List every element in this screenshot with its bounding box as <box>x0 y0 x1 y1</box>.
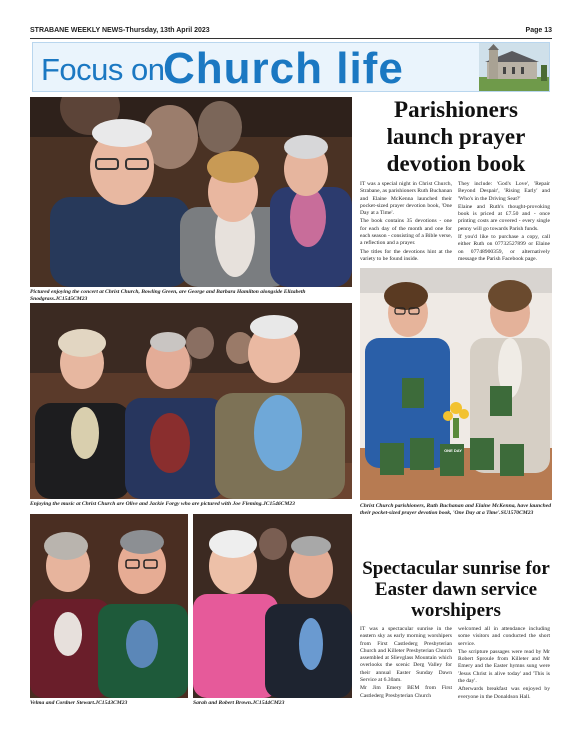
article1-headline: Parishioners launch prayer devotion book <box>386 97 526 176</box>
photo1-caption: Pictured enjoying the concert at Christ Church, Bowling Green, are George and Barbara Hamilton alongside Elizabeth Snodgrass.JC1545CM23 <box>30 289 306 302</box>
paragraph: Mr Jim Emery BEM from First Castlederg Presbyterian Church <box>360 685 452 699</box>
photo-hamiltons-snodgrass <box>30 97 352 287</box>
paragraph: The scripture passages were read by Mr Robert Sproule from Killeter and Mr Emery and the Easter hymns sung were 'Jesus Christ is alive today' and 'This is the day'. <box>458 648 550 685</box>
page-number: Page 13 <box>525 27 552 34</box>
paragraph: welcomed all in attendance including some visitors and conducted the short service. <box>458 626 550 647</box>
photo4-caption: Sarah and Robert Brown.JC1544CM23 <box>193 700 285 706</box>
paragraph: They include: 'God's Love', 'Repair Beyond Despair', 'Rising Early' and 'Who's in the Driving Seat?' <box>458 181 550 202</box>
header-rule <box>30 38 552 39</box>
publication-line: STRABANE WEEKLY NEWS-Thursday, 13th April 2023 <box>30 27 210 34</box>
banner-title: Church life <box>163 44 404 92</box>
article1-column-2 <box>458 181 550 264</box>
paragraph: If you'd like to purchase a copy, call either Ruth on 07732527899 or Elaine on 07748900359, or alternatively message the Parish Facebook page. <box>458 234 550 262</box>
photo-browns <box>193 514 352 698</box>
paragraph: Elaine and Ruth's thought-provoking book is priced at £7.50 and - once printing costs are covered - every single penny will go towards Parish funds. <box>458 203 550 232</box>
paragraph: The book contains 35 devotions - one for each day of the month and one for each season - consisting of a Bible verse, a reflection and a prayer. <box>360 218 452 247</box>
section-banner <box>32 42 550 92</box>
paragraph: IT was a spectacular sunrise in the eastern sky as early morning worshipers from First Castlederg Presbyterian Church and Killeter Presbyterian Church assembled at Slievglass Mountain which overlooks the scenic Derg Valley for their annual Easter Sunday Dawn Service at 6.30am. <box>360 626 452 684</box>
church-building-image <box>479 43 549 91</box>
photo2-caption: Enjoying the music at Christ Church are Olive and Jackie Forgy who are pictured with Joe Fleming.JC1546CM23 <box>30 501 295 507</box>
banner-focus-text: Focus on <box>41 52 165 87</box>
photo5-caption: Christ Church parishioners, Ruth Buchanan and Elaine McKenna, have launched their pocket-sized prayer devotion book, 'One Day at a Time'.SU1570CM23 <box>360 503 552 516</box>
photo3-caption: Velma and Cordner Stewart.JC1543CM23 <box>30 700 128 706</box>
article2-headline: Spectacular sunrise for Easter dawn service worshipers <box>362 558 550 621</box>
book-cover-title: ONE DAY <box>444 448 462 453</box>
article1-column-1 <box>360 181 452 264</box>
photo-book-launch <box>360 268 552 500</box>
photo-stewarts <box>30 514 188 698</box>
article2-column-2 <box>458 626 550 702</box>
photo-forgys-fleming <box>30 303 352 499</box>
paragraph: Afterwards breakfast was enjoyed by everyone in the Donaldson Hall. <box>458 686 550 700</box>
paragraph: The titles for the devotions hint at the variety to be found inside. <box>360 248 452 262</box>
paragraph: IT was a special night in Christ Church, Strabane, as parishioners Ruth Buchanan and Elaine McKenna launched their pocket-sized prayer devotion book, 'One Day at a Time'. <box>360 181 452 217</box>
article2-column-1 <box>360 626 452 701</box>
